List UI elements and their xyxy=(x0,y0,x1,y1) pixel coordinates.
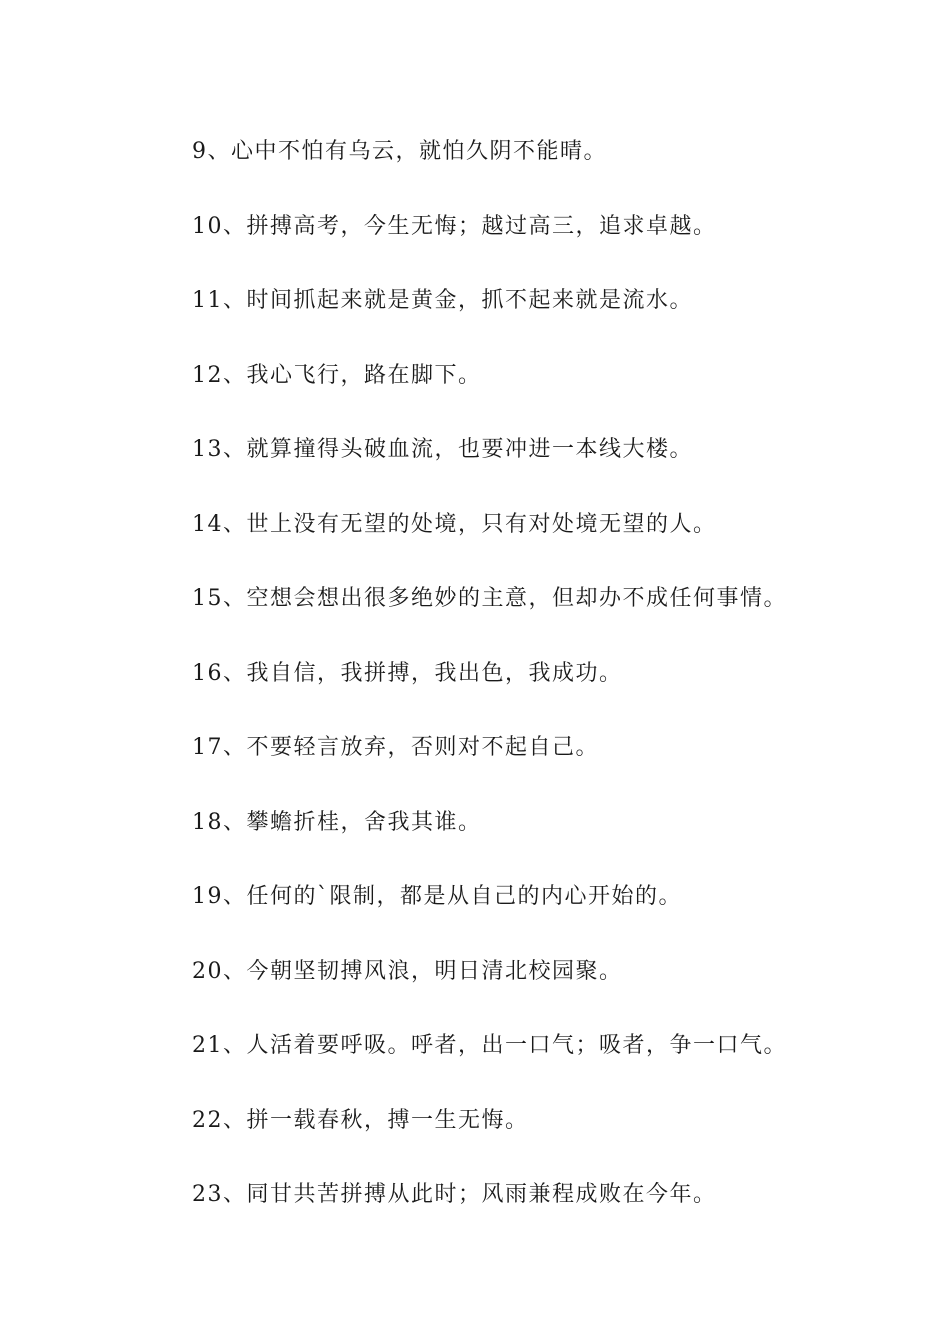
quote-line: 23、同甘共苦拼搏从此时；风雨兼程成败在今年。 xyxy=(192,1182,717,1207)
quote-line: 18、攀蟾折桂，舍我其谁。 xyxy=(192,809,482,835)
quote-line: 10、拼搏高考，今生无悔；越过高三，追求卓越。 xyxy=(192,213,717,239)
quote-line: 21、人活着要呼吸。呼者，出一口气；吸者，争一口气。 xyxy=(192,1033,787,1058)
quote-line: 9、心中不怕有乌云，就怕久阴不能晴。 xyxy=(192,139,607,164)
quote-line: 13、就算撞得头破血流，也要冲进一本线大楼。 xyxy=(192,437,693,462)
quote-list xyxy=(192,136,787,1254)
quote-line: 22、拼一载春秋，搏一生无悔。 xyxy=(192,1107,529,1133)
quote-line: 11、时间抓起来就是黄金，抓不起来就是流水。 xyxy=(192,288,693,313)
quote-line: 15、空想会想出很多绝妙的主意，但却办不成任何事情。 xyxy=(192,586,787,611)
quote-line: 20、今朝坚韧搏风浪，明日清北校园聚。 xyxy=(192,958,623,984)
quote-line: 17、不要轻言放弃，否则对不起自己。 xyxy=(192,735,599,760)
quote-line: 19、任何的`限制，都是从自己的内心开始的。 xyxy=(192,884,682,909)
quote-line: 14、世上没有无望的处境，只有对处境无望的人。 xyxy=(192,511,717,537)
quote-line: 16、我自信，我拼搏，我出色，我成功。 xyxy=(192,660,623,686)
quote-line: 12、我心飞行，路在脚下。 xyxy=(192,362,482,388)
